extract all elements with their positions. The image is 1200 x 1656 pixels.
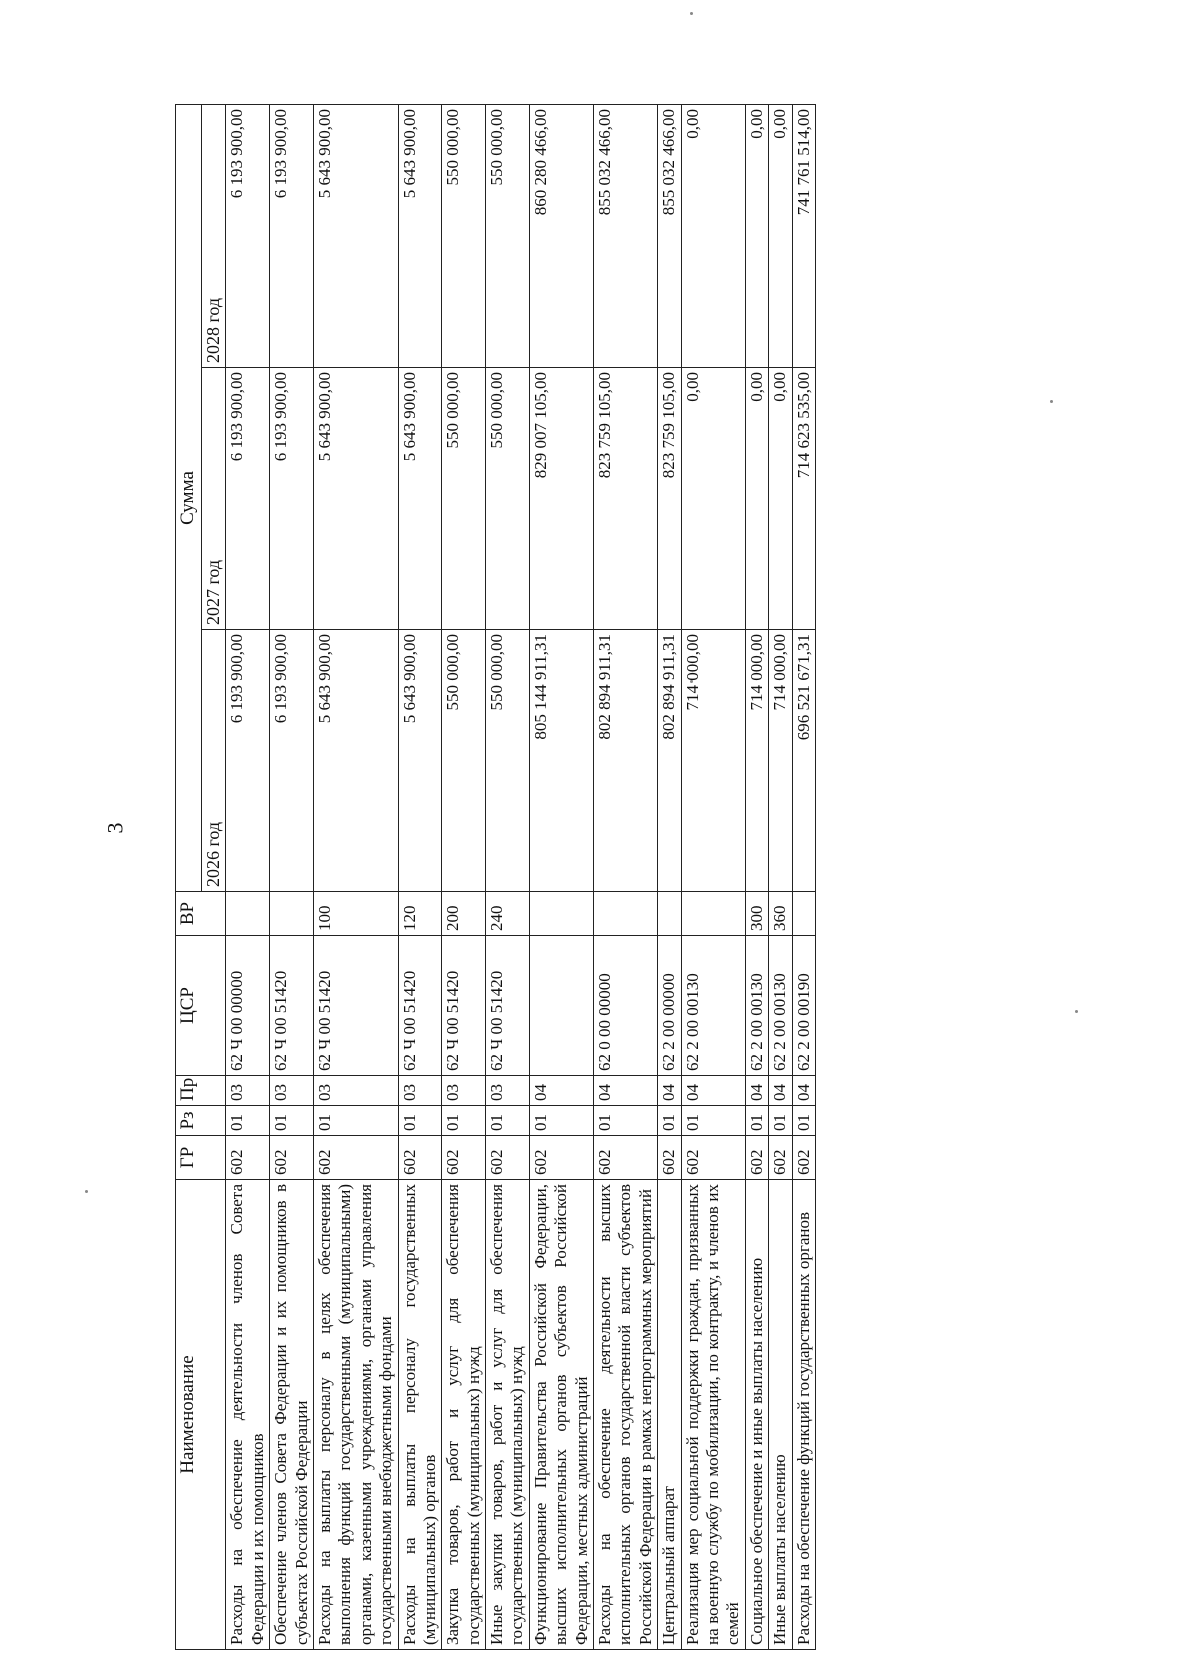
budget-table xyxy=(175,104,816,1650)
header-csr: ЦСР xyxy=(176,936,226,1076)
table-row xyxy=(313,105,398,1650)
cell-vr: 240 xyxy=(486,892,530,936)
scan-speck xyxy=(1050,400,1053,403)
cell-rz: 01 xyxy=(681,1106,745,1136)
cell-vr xyxy=(658,892,681,936)
table-row xyxy=(681,105,745,1650)
cell-gr: 602 xyxy=(442,1136,486,1180)
cell-gr: 602 xyxy=(270,1136,314,1180)
cell-vr xyxy=(681,892,745,936)
cell-rz: 01 xyxy=(658,1106,681,1136)
cell-2027: 823 759 105,00 xyxy=(658,368,681,630)
cell-gr: 602 xyxy=(398,1136,442,1180)
cell-rz: 01 xyxy=(594,1106,658,1136)
cell-pr: 03 xyxy=(486,1076,530,1106)
cell-2028: 0,00 xyxy=(769,105,792,368)
cell-gr: 602 xyxy=(529,1136,593,1180)
header-name: Наименование xyxy=(176,1180,226,1650)
cell-2026: 802 894 911,31 xyxy=(658,630,681,892)
cell-pr: 03 xyxy=(226,1076,270,1106)
cell-gr: 602 xyxy=(792,1136,815,1180)
cell-vr xyxy=(594,892,658,936)
header-pr: Пр xyxy=(176,1076,226,1106)
cell-vr xyxy=(529,892,593,936)
cell-csr: 62 Ч 00 51420 xyxy=(270,936,314,1076)
cell-2027: 550 000,00 xyxy=(486,368,530,630)
header-2026: 2026 год xyxy=(201,630,226,892)
cell-rz: 01 xyxy=(442,1106,486,1136)
cell-rz: 01 xyxy=(398,1106,442,1136)
cell-2027: 5 643 900,00 xyxy=(398,368,442,630)
cell-name: Функционирование Правительства Российской Федерации, высших исполнительных органов субъектов Российской Федерации, местных администраций xyxy=(529,1180,593,1650)
cell-2027: 0,00 xyxy=(681,368,745,630)
cell-name: Иные выплаты населению xyxy=(769,1180,792,1650)
cell-2028: 860 280 466,00 xyxy=(529,105,593,368)
cell-gr: 602 xyxy=(594,1136,658,1180)
cell-gr: 602 xyxy=(658,1136,681,1180)
cell-name: Расходы на выплаты персоналу государственных (муниципальных) органов xyxy=(398,1180,442,1650)
cell-name: Расходы на обеспечение функций государственных органов xyxy=(792,1180,815,1650)
cell-csr: 62 Ч 00 00000 xyxy=(226,936,270,1076)
cell-rz: 01 xyxy=(529,1106,593,1136)
table-row xyxy=(486,105,530,1650)
cell-vr: 200 xyxy=(442,892,486,936)
cell-vr: 100 xyxy=(313,892,398,936)
cell-2026: 550 000,00 xyxy=(442,630,486,892)
cell-2027: 5 643 900,00 xyxy=(313,368,398,630)
cell-2026: 6 193 900,00 xyxy=(270,630,314,892)
cell-name: Реализация мер социальной поддержки граждан, призванных на военную службу по мобилизации, по контракту, и членов их семей xyxy=(681,1180,745,1650)
table-body xyxy=(226,105,816,1650)
cell-vr xyxy=(270,892,314,936)
table-row xyxy=(658,105,681,1650)
table-row xyxy=(270,105,314,1650)
cell-2027: 0,00 xyxy=(769,368,792,630)
table-row xyxy=(594,105,658,1650)
table-row xyxy=(529,105,593,1650)
cell-gr: 602 xyxy=(681,1136,745,1180)
table-row xyxy=(792,105,815,1650)
cell-pr: 03 xyxy=(442,1076,486,1106)
cell-name: Обеспечение членов Совета Федерации и их помощников в субъектах Российской Федерации xyxy=(270,1180,314,1650)
cell-name: Закупка товаров, работ и услуг для обеспечения государственных (муниципальных) нужд xyxy=(442,1180,486,1650)
cell-rz: 01 xyxy=(270,1106,314,1136)
cell-csr: 62 Ч 00 51420 xyxy=(486,936,530,1076)
cell-2028: 0,00 xyxy=(745,105,768,368)
cell-name: Расходы на обеспечение деятельности членов Совета Федерации и их помощников xyxy=(226,1180,270,1650)
cell-2026: 805 144 911,31 xyxy=(529,630,593,892)
cell-gr: 602 xyxy=(769,1136,792,1180)
table-row xyxy=(398,105,442,1650)
cell-2028: 550 000,00 xyxy=(486,105,530,368)
scan-speck xyxy=(690,12,693,15)
cell-name: Расходы на обеспечение деятельности высших исполнительных органов государственной власти субъектов Российской Федерации в рамках непрограммных мероприятий xyxy=(594,1180,658,1650)
cell-2028: 855 032 466,00 xyxy=(658,105,681,368)
cell-vr xyxy=(792,892,815,936)
cell-name: Центральный аппарат xyxy=(658,1180,681,1650)
cell-csr: 62 2 00 00190 xyxy=(792,936,815,1076)
cell-gr: 602 xyxy=(745,1136,768,1180)
cell-2026: 714 000,00 xyxy=(769,630,792,892)
table-row xyxy=(769,105,792,1650)
cell-rz: 01 xyxy=(792,1106,815,1136)
cell-2026: 802 894 911,31 xyxy=(594,630,658,892)
cell-csr: 62 0 00 00000 xyxy=(594,936,658,1076)
cell-pr: 04 xyxy=(594,1076,658,1106)
cell-pr: 03 xyxy=(270,1076,314,1106)
cell-2027: 0,00 xyxy=(745,368,768,630)
cell-2028: 5 643 900,00 xyxy=(398,105,442,368)
cell-gr: 602 xyxy=(313,1136,398,1180)
table-row xyxy=(745,105,768,1650)
cell-name: Расходы на выплаты персоналу в целях обеспечения выполнения функций государственными (муниципальными) органами, казенными учреждениями, органами управления государственными внебюджетными фондами xyxy=(313,1180,398,1650)
cell-2026: 5 643 900,00 xyxy=(313,630,398,892)
cell-csr: 62 2 00 00130 xyxy=(681,936,745,1076)
cell-2026: 550 000,00 xyxy=(486,630,530,892)
cell-2027: 550 000,00 xyxy=(442,368,486,630)
cell-pr: 04 xyxy=(769,1076,792,1106)
cell-rz: 01 xyxy=(486,1106,530,1136)
cell-2028: 5 643 900,00 xyxy=(313,105,398,368)
cell-rz: 01 xyxy=(313,1106,398,1136)
scan-speck xyxy=(1075,1010,1078,1013)
cell-csr xyxy=(529,936,593,1076)
cell-2027: 829 007 105,00 xyxy=(529,368,593,630)
scan-speck xyxy=(85,1190,88,1193)
cell-pr: 03 xyxy=(313,1076,398,1106)
cell-2028: 741 761 514,00 xyxy=(792,105,815,368)
cell-2027: 714 623 535,00 xyxy=(792,368,815,630)
cell-2026: 714 000,00 xyxy=(681,630,745,892)
cell-gr: 602 xyxy=(226,1136,270,1180)
cell-gr: 602 xyxy=(486,1136,530,1180)
cell-pr: 04 xyxy=(529,1076,593,1106)
table-row xyxy=(442,105,486,1650)
page-number: 3 xyxy=(102,822,128,834)
cell-pr: 04 xyxy=(658,1076,681,1106)
cell-pr: 04 xyxy=(745,1076,768,1106)
cell-2028: 550 000,00 xyxy=(442,105,486,368)
cell-2028: 0,00 xyxy=(681,105,745,368)
cell-csr: 62 Ч 00 51420 xyxy=(442,936,486,1076)
cell-csr: 62 Ч 00 51420 xyxy=(313,936,398,1076)
cell-name: Иные закупки товаров, работ и услуг для обеспечения государственных (муниципальных) нужд xyxy=(486,1180,530,1650)
header-2027: 2027 год xyxy=(201,368,226,630)
cell-2028: 6 193 900,00 xyxy=(226,105,270,368)
cell-rz: 01 xyxy=(769,1106,792,1136)
cell-pr: 04 xyxy=(681,1076,745,1106)
header-sum: Сумма xyxy=(176,105,202,892)
cell-csr: 62 2 00 00130 xyxy=(769,936,792,1076)
cell-2026: 696 521 671,31 xyxy=(792,630,815,892)
header-2028: 2028 год xyxy=(201,105,226,368)
cell-rz: 01 xyxy=(745,1106,768,1136)
cell-vr: 120 xyxy=(398,892,442,936)
cell-vr: 300 xyxy=(745,892,768,936)
header-vr: ВР xyxy=(176,892,226,936)
table-row xyxy=(226,105,270,1650)
cell-vr: 360 xyxy=(769,892,792,936)
cell-csr: 62 2 00 00130 xyxy=(745,936,768,1076)
cell-name: Социальное обеспечение и иные выплаты населению xyxy=(745,1180,768,1650)
cell-vr xyxy=(226,892,270,936)
cell-csr: 62 2 00 00000 xyxy=(658,936,681,1076)
cell-pr: 04 xyxy=(792,1076,815,1106)
cell-2028: 6 193 900,00 xyxy=(270,105,314,368)
cell-csr: 62 Ч 00 51420 xyxy=(398,936,442,1076)
cell-2026: 6 193 900,00 xyxy=(226,630,270,892)
rotated-table-container xyxy=(175,105,1045,1650)
cell-2026: 714 000,00 xyxy=(745,630,768,892)
cell-2028: 855 032 466,00 xyxy=(594,105,658,368)
cell-2026: 5 643 900,00 xyxy=(398,630,442,892)
cell-2027: 6 193 900,00 xyxy=(270,368,314,630)
header-rz: Рз xyxy=(176,1106,226,1136)
cell-2027: 6 193 900,00 xyxy=(226,368,270,630)
header-gr: ГР xyxy=(176,1136,226,1180)
cell-2027: 823 759 105,00 xyxy=(594,368,658,630)
cell-rz: 01 xyxy=(226,1106,270,1136)
cell-pr: 03 xyxy=(398,1076,442,1106)
